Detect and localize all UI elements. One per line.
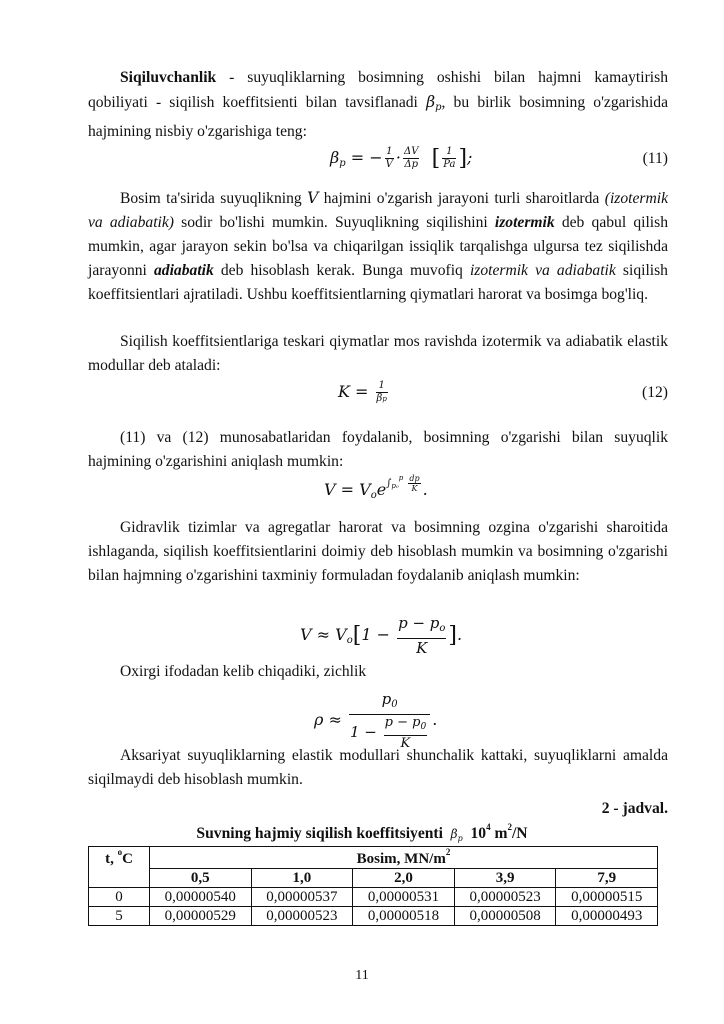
pressure-value: 7,9: [556, 869, 658, 888]
paragraph-moduli: Siqilish koeffitsientlariga teskari qiymatlar mos ravishda izotermik va adiabatik elastik modullar deb ataladi:: [88, 333, 668, 374]
table-label: 2 - jadval.: [601, 800, 668, 817]
pressure-value: 2,0: [353, 869, 455, 888]
formula-density: ρ ≈ $p_0$ 1 − $\frac{p - p_0}{K}$ .: [314, 690, 438, 751]
paragraph-incompressible: Aksariyat suyuqliklarning elastik modullari shunchalik kattaki, suyuqliklarni amalda siqilmaydi deb hisoblash mumkin.: [88, 747, 668, 788]
row-temperature: 5: [89, 907, 150, 926]
formula-volume-integral: $V = V_oe^{\int_{p_0}^p \frac{dp}{K}}$ .: [324, 474, 428, 501]
formula-volume-approx: $V \approx V_o[1$ − $\frac{p - p_o}{K}$ ].: [300, 614, 463, 657]
table-row: [89, 888, 658, 907]
table-cell: 0,00000540: [150, 888, 252, 907]
table-cell: 0,00000523: [251, 907, 353, 926]
term-siqiluvchanlik: Siqiluvchanlik: [120, 69, 217, 86]
pressure-value: 3,9: [454, 869, 556, 888]
table-cell: 0,00000531: [353, 888, 455, 907]
page-number: 11: [355, 968, 369, 983]
formula-11: $\beta_p$ = − $\frac{1}{V}$ · $\frac{\Delta V}{\Delta p}$ [ $\frac{1}{Pa}$ ];: [330, 146, 473, 171]
table-cell: 0,00000537: [251, 888, 353, 907]
equation-number-12: (12): [642, 384, 668, 401]
pressure-value: 0,5: [150, 869, 252, 888]
header-temperature: t, $^o$C: [89, 847, 150, 888]
paragraph-compressibility: Siqiluvchanlik - suyuqliklarning bosimning oshishi bilan hajmni kamaytirish qobiliyati - siqilish koeffitsienti bilan tavsiflanadi $\beta_p$, bu birlik bosimning o'zgarishida hajmining nisbiy o'zgarishiga teng:: [88, 69, 668, 140]
paragraph-volume-change: (11) va (12) munosabatlaridan foydalanib, bosimning o'zgarishi bilan suyuqlik hajmining o'zgarishini aniqlash mumkin:: [88, 429, 668, 470]
compressibility-table: [88, 846, 658, 926]
paragraph-density: Oxirgi ifodadan kelib chiqadiki, zichlik: [120, 663, 367, 680]
table-header-row: [89, 847, 658, 869]
table-row: [89, 907, 658, 926]
equation-number-11: (11): [642, 150, 668, 167]
header-pressure: Bosim, $MN/m^2$: [150, 847, 658, 869]
formula-12: K = $\frac{1}{\beta p}$: [338, 380, 387, 404]
table-title: Suvning hajmiy siqilish koeffitsiyenti $\beta_p$ $10^4$ $m^2/N$: [196, 822, 528, 843]
table-pressure-row: [89, 869, 658, 888]
paragraph-process: Bosim ta'sirida suyuqlikning V hajmini o'zgarish jarayoni turli sharoitlarda (izotermik va adiabatik) sodir bo'lishi mumkin. Suyuqlikning siqilishini izotermik deb qabul qilish mumkin, agar jarayon sekin bo'lsa va chiqarilgan issiqlik tarqalishga ulgursa tez siqilishda jarayonni adiabatik deb hisoblash kerak. Bunga muvofiq izotermik va adiabatik siqilish koeffitsientlari ajratiladi. Ushbu koeffitsientlarning qiymatlari harorat va bosimga bog'liq.: [88, 189, 668, 303]
table-cell: 0,00000518: [353, 907, 455, 926]
paragraph-hydraulic: Gidravlik tizimlar va agregatlar harorat va bosimning ozgina o'zgarishi sharoitida ishlaganda, siqilish koeffitsientlarini doimiy deb hisoblash mumkin va bosimning o'zgarishi bilan hajmning o'zgarishini taxminiy formuladan foydalanib aniqlash mumkin:: [88, 519, 668, 584]
table-cell: 0,00000493: [556, 907, 658, 926]
pressure-value: 1,0: [251, 869, 353, 888]
table-cell: 0,00000529: [150, 907, 252, 926]
table-cell: 0,00000523: [454, 888, 556, 907]
table-cell: 0,00000508: [454, 907, 556, 926]
table-cell: 0,00000515: [556, 888, 658, 907]
row-temperature: 0: [89, 888, 150, 907]
